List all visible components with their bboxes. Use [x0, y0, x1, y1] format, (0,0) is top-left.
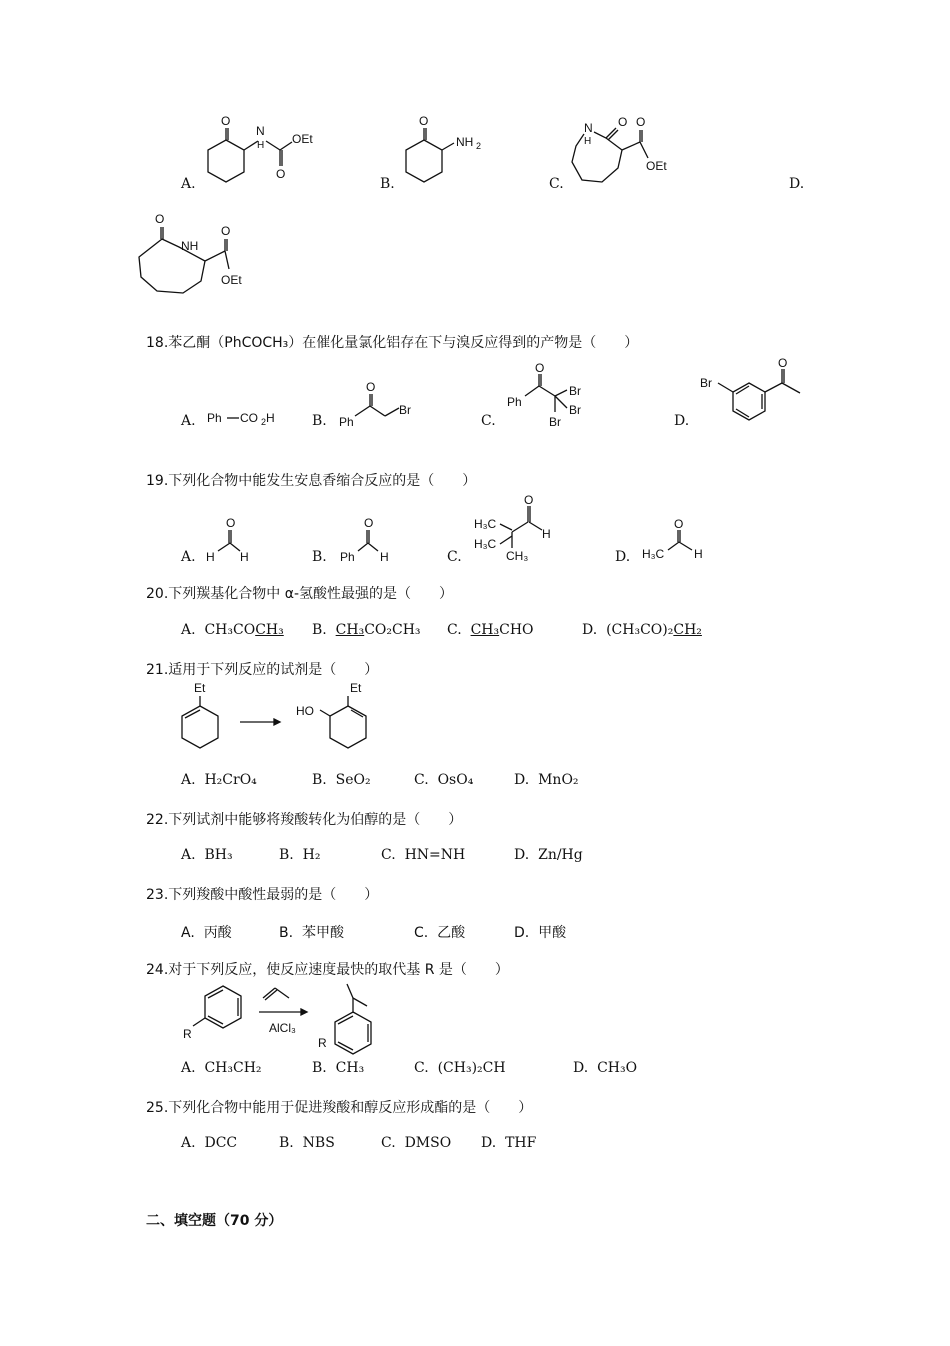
q17b-nh2: NH	[456, 135, 474, 149]
q19a-o: O	[226, 516, 236, 530]
q17d-o: O	[155, 212, 165, 226]
q20-b-label: B.	[312, 622, 327, 638]
q20-c-ul: CH₃	[470, 622, 500, 638]
q25-option-b: B. NBS	[279, 1135, 335, 1151]
q18a-co: CO	[240, 411, 258, 425]
q17c-o2: O	[636, 115, 646, 129]
q18-option-c-label: C.	[481, 413, 496, 429]
q24-option-d: D. CH₃O	[573, 1060, 638, 1076]
q17d-o2: O	[221, 224, 231, 238]
q20-option-d	[582, 622, 702, 638]
q21-option-b: B. SeO₂	[312, 772, 371, 788]
q17-structure-c	[568, 110, 678, 195]
q24-r2: R	[318, 1036, 327, 1050]
q18-option-a-label: A.	[181, 413, 196, 429]
q20-b-ul: CH₃	[335, 622, 365, 638]
q22-option-d: D. Zn/Hg	[514, 847, 583, 863]
q18b-br: Br	[399, 403, 411, 417]
q19b-o: O	[364, 516, 374, 530]
section-2-title: 二、填空题（70 分）	[146, 1213, 283, 1229]
q17b-nh2-sub: 2	[476, 141, 482, 151]
q19a-h2: H	[240, 550, 249, 564]
q17b-o: O	[419, 114, 429, 128]
q17a-oet: OEt	[292, 132, 313, 146]
q17a-o2: O	[276, 167, 286, 181]
q18-stem: 18.苯乙酮（PhCOCH₃）在催化量氯化铝存在下与溴反应得到的产物是（ ）	[146, 335, 639, 351]
q17-structure-d	[135, 205, 265, 300]
q21-option-a: A. H₂CrO₄	[181, 772, 257, 788]
q18a-sub: 2	[261, 417, 267, 427]
q19-option-d-label: D.	[615, 549, 631, 565]
q17a-n: N	[256, 124, 265, 138]
q21-et2: Et	[350, 681, 362, 695]
q19-option-b-label: B.	[312, 549, 327, 565]
q18b-o: O	[366, 380, 376, 394]
q23-option-a: A. 丙酸	[181, 925, 232, 941]
q23-stem: 23.下列羧酸中酸性最弱的是（ ）	[146, 887, 379, 903]
q19b-h: H	[380, 550, 389, 564]
q18-option-b-label: B.	[312, 413, 327, 429]
q17-structure-a	[200, 110, 330, 195]
q18d-br: Br	[700, 376, 712, 390]
q24-stem: 24.对于下列反应，使反应速度最快的取代基 R 是（ ）	[146, 962, 509, 978]
q20-a-ul: CH₃	[255, 622, 284, 638]
q24-option-a: A. CH₃CH₂	[181, 1060, 262, 1076]
q20-a-pre: CH₃CO	[204, 622, 256, 638]
q21-ho: HO	[296, 704, 314, 718]
q18c-br1: Br	[569, 384, 581, 398]
q17d-nh: NH	[181, 239, 199, 253]
q17-option-d-label: D.	[789, 176, 805, 192]
q22-option-a: A. BH₃	[181, 847, 233, 863]
q19-option-a-label: A.	[181, 549, 196, 565]
q24-option-c: C. (CH₃)₂CH	[414, 1060, 506, 1076]
q22-option-c: C. HN=NH	[381, 847, 466, 863]
q20-c-label: C.	[447, 622, 462, 638]
q18a-h: H	[266, 411, 275, 425]
q18b-ph: Ph	[339, 415, 354, 429]
q23-option-d: D. 甲酸	[514, 925, 567, 941]
q21-reaction-scheme	[170, 678, 390, 753]
q19-structure-b	[336, 515, 406, 565]
q19c-h3c1: H₃C	[474, 517, 497, 531]
q23-option-b: B. 苯甲酸	[279, 925, 344, 941]
q19c-o: O	[524, 493, 534, 507]
q18c-br3: Br	[549, 415, 561, 429]
q19d-h: H	[694, 547, 703, 561]
q17-option-a-label: A.	[181, 176, 196, 192]
q19a-h1: H	[206, 550, 215, 564]
q20-a-label: A.	[181, 622, 196, 638]
q17a-h: H	[257, 140, 265, 151]
q19b-ph: Ph	[340, 550, 355, 564]
q22-stem: 22.下列试剂中能够将羧酸转化为伯醇的是（ ）	[146, 812, 463, 828]
q18c-br2: Br	[569, 403, 581, 417]
q19-stem: 19.下列化合物中能发生安息香缩合反应的是（ ）	[146, 473, 477, 489]
q21-option-c: C. OsO₄	[414, 772, 474, 788]
q20-option-a	[181, 622, 284, 638]
q18-structure-d	[698, 355, 808, 430]
q18d-o: O	[778, 356, 788, 370]
q19c-h3c2: H₃C	[474, 537, 497, 551]
q17-option-b-label: B.	[380, 176, 395, 192]
q19d-h3c: H₃C	[642, 547, 665, 561]
q18-structure-c	[505, 362, 595, 434]
q25-stem: 25.下列化合物中能用于促进羧酸和醇反应形成酯的是（ ）	[146, 1100, 533, 1116]
q17-structure-b	[398, 110, 498, 195]
q17c-n: N	[584, 121, 593, 135]
q17d-oet: OEt	[221, 273, 242, 287]
q18-option-d-label: D.	[674, 413, 690, 429]
q24-reaction-scheme	[175, 978, 405, 1058]
q24-alcl3: AlCl₃	[269, 1021, 296, 1035]
q20-option-b	[312, 622, 421, 638]
q25-option-c: C. DMSO	[381, 1135, 452, 1151]
q19-structure-a	[200, 515, 260, 565]
q19d-o: O	[674, 517, 684, 531]
q20-d-ul: CH₂	[673, 622, 702, 638]
q23-option-c: C. 乙酸	[414, 925, 466, 941]
q20-stem: 20.下列羰基化合物中 α-氢酸性最强的是（ ）	[146, 586, 453, 602]
q24-option-b: B. CH₃	[312, 1060, 365, 1076]
q20-option-c	[447, 622, 534, 638]
q24-r1: R	[183, 1027, 192, 1041]
q17a-o: O	[221, 114, 231, 128]
q17c-h: H	[584, 136, 592, 147]
q21-option-d: D. MnO₂	[514, 772, 579, 788]
q18a-ph: Ph	[207, 411, 222, 425]
q17c-oet: OEt	[646, 159, 667, 173]
q20-c-post: CHO	[499, 622, 534, 638]
q21-et1: Et	[194, 681, 206, 695]
q19-option-c-label: C.	[447, 549, 462, 565]
q19c-h: H	[542, 527, 551, 541]
q22-option-b: B. H₂	[279, 847, 321, 863]
q19-structure-c	[472, 492, 582, 564]
q18-structure-a	[205, 402, 280, 432]
q17c-o: O	[618, 115, 628, 129]
q20-b-post: CO₂CH₃	[364, 622, 421, 638]
q19-structure-d	[640, 512, 720, 564]
q25-option-a: A. DCC	[181, 1135, 238, 1151]
q20-d-pre: (CH₃CO)₂	[606, 622, 674, 638]
q21-stem: 21.适用于下列反应的试剂是（ ）	[146, 662, 379, 678]
q17-option-c-label: C.	[549, 176, 564, 192]
q20-d-label: D.	[582, 622, 598, 638]
q18-structure-b	[335, 378, 425, 433]
q18c-ph: Ph	[507, 395, 522, 409]
q25-option-d: D. THF	[481, 1135, 537, 1151]
q18c-o: O	[535, 362, 545, 375]
q19c-ch3: CH₃	[506, 549, 529, 563]
